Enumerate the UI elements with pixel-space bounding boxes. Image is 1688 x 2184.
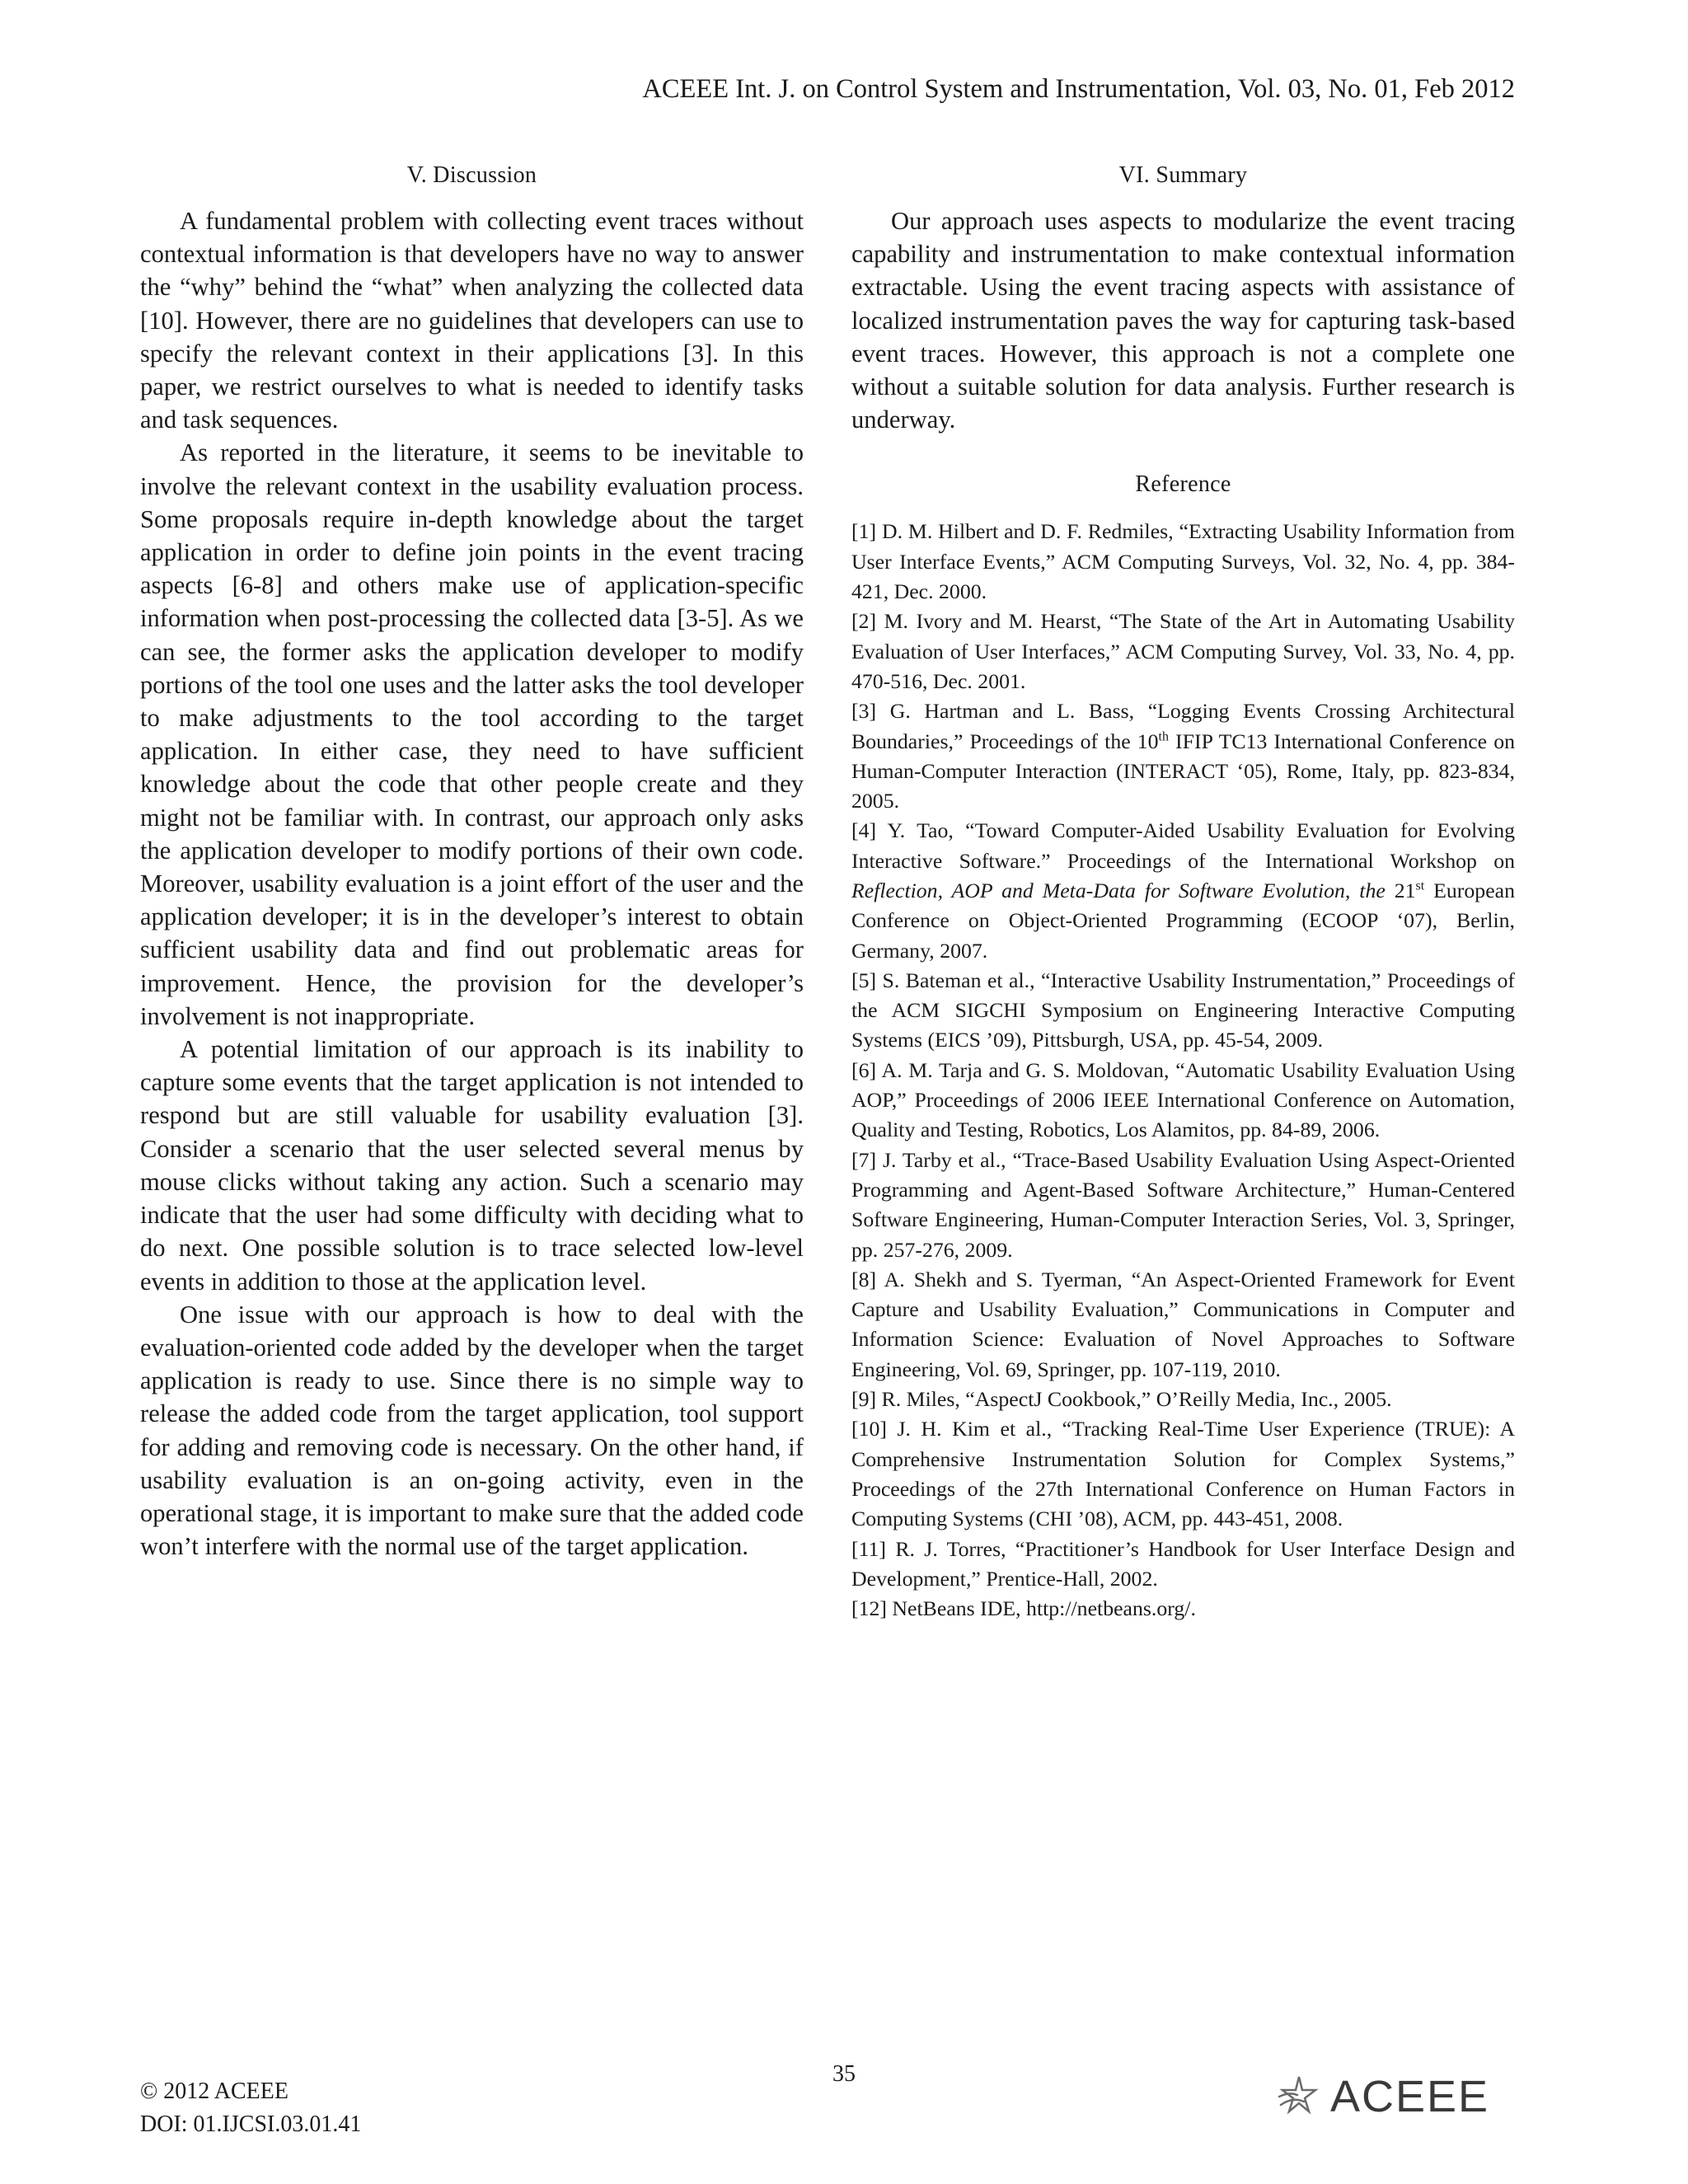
references-heading: Reference [1135,471,1231,498]
reference-4-text-cont: European Conference on Object-Oriented Programming (ECOOP ‘07), Berlin, Germany, 2007. [851,878,1515,963]
reference-4-italic: Reflection, AOP and Meta-Data for Software Evolution, the [851,878,1386,902]
reference-3-text: [3] G. Hartman and L. Bass, “Logging Events Crossing Architectural Boundaries,” Proceedings of the 10 [851,699,1515,753]
discussion-heading: V. Discussion [406,162,537,188]
reference-3-text-cont: IFIP TC13 International Conference on Human-Computer Interaction (INTERACT ‘05), Rome, Italy, pp. 823-834, 2005. [851,729,1515,813]
reference-4-text-mid: 21 [1385,878,1416,902]
reference-item-12: [12] NetBeans IDE, http://netbeans.org/. [851,1596,1196,1621]
copyright-notice: © 2012 ACEEE [140,2079,288,2104]
reference-4-superscript: st [1415,879,1425,893]
doi-label: DOI: 01.IJCSI.03.01.41 [140,2111,362,2137]
reference-4-text: [4] Y. Tao, “Toward Computer-Aided Usability Evaluation for Evolving Interactive Software.” Proceedings of the International Workshop on [851,818,1515,873]
discussion-paragraph-1: A fundamental problem with collecting event traces without contextual information is that developers have no way to answer the “why” behind the “what” when analyzing the collected data [10]. However, there are no guidelines that developers can use to specify the relevant context in their applications [3]. In this paper, we restrict ourselves to what is needed to identify tasks and task sequences. [140,207,804,434]
reference-item-2: [2] M. Ivory and M. Hearst, “The State of the Art in Automating Usability Evaluation of User Interfaces,” ACM Computing Survey, Vol. 33, No. 4, pp. 470-516, Dec. 2001. [851,609,1515,693]
logo-wordmark: ACEEE [1330,2072,1490,2121]
page-number: 35 [832,2061,856,2087]
reference-item-10: [10] J. H. Kim et al., “Tracking Real-Time User Experience (TRUE): A Comprehensive Instrumentation Solution for Complex Systems,” Proceedings of the 27th International Conference on Human Factors in Computing Systems (CHI ’08), ACM, pp. 443-451, 2008. [851,1417,1515,1531]
running-header: ACEEE Int. J. on Control System and Instrumentation, Vol. 03, No. 01, Feb 2012 [642,74,1515,104]
publisher-logo [1276,2070,1515,2123]
left-column [140,162,804,1563]
summary-paragraph: Our approach uses aspects to modularize the event tracing capability and instrumentation to make contextual information extractable. Using the event tracing aspects with assistance of localized instrumentation paves the way for capturing task-based event traces. However, this approach is not a complete one without a suitable solution for data analysis. Further research is underway. [851,207,1515,434]
footer-info [140,2075,361,2141]
reference-list [851,517,1515,1624]
discussion-paragraph-4: One issue with our approach is how to deal with the evaluation-oriented code added by the developer when the target application is ready to use. Since there is no simple way to release the added code from the target application, tool support for adding and removing code is necessary. On the other hand, if usability evaluation is an on-going activity, even in the operational stage, it is important to make sure that the added code won’t interfere with the normal use of the target application. [140,1300,804,1561]
reference-item-5: [5] S. Bateman et al., “Interactive Usability Instrumentation,” Proceedings of the ACM SIGCHI Symposium on Engineering Interactive Computing Systems (EICS ’09), Pittsburgh, USA, pp. 45-54, 2009. [851,968,1515,1052]
summary-heading: VI. Summary [1118,162,1248,188]
reference-item-7: [7] J. Tarby et al., “Trace-Based Usability Evaluation Using Aspect-Oriented Programming and Agent-Based Software Architecture,” Human-Centered Software Engineering, Human-Computer Interaction Series, Vol. 3, Springer, pp. 257-276, 2009. [851,1147,1515,1262]
reference-item-4 [851,816,1515,965]
reference-item-3 [851,696,1515,816]
reference-3-superscript: th [1158,729,1169,743]
reference-item-11: [11] R. J. Torres, “Practitioner’s Handbook for User Interface Design and Development,” Prentice-Hall, 2002. [851,1536,1515,1591]
reference-item-8: [8] A. Shekh and S. Tyerman, “An Aspect-Oriented Framework for Event Capture and Usability Evaluation,” Communications in Computer and Information Science: Evaluation of Novel Approaches to Software Engineering, Vol. 69, Springer, pp. 107-119, 2010. [851,1267,1515,1381]
right-column [851,162,1515,1624]
star-swirl-icon [1276,2072,1322,2122]
reference-item-1: [1] D. M. Hilbert and D. F. Redmiles, “Extracting Usability Information from User Interface Events,” ACM Computing Surveys, Vol. 32, No. 4, pp. 384-421, Dec. 2000. [851,519,1515,604]
reference-item-6: [6] A. M. Tarja and G. S. Moldovan, “Automatic Usability Evaluation Using AOP,” Proceedings of 2006 IEEE International Conference on Automation, Quality and Testing, Robotics, Los Alamitos, pp. 84-89, 2006. [851,1057,1515,1142]
discussion-paragraph-2: As reported in the literature, it seems to be inevitable to involve the relevant context in the usability evaluation process. Some proposals require in-depth knowledge about the target application in order to define join points in the event tracing aspects [6-8] and others make use of application-specific information when post-processing the collected data [3-5]. As we can see, the former asks the application developer to modify portions of the tool one uses and the latter asks the tool developer to make adjustments to the tool according to the target application. In either case, they need to have sufficient knowledge about the code that other people create and they might not be familiar with. In contrast, our approach only asks the application developer to modify portions of their own code. Moreover, usability evaluation is a joint effort of the user and the application developer; it is in the developer’s interest to obtain sufficient usability data and find out problematic areas for improvement. Hence, the provision for the developer’s involvement is not inappropriate. [140,438,804,1030]
discussion-paragraph-3: A potential limitation of our approach is its inability to capture some events that the target application is not intended to respond but are still valuable for usability evaluation [3]. Consider a scenario that the user selected several menus by mouse clicks without taking any action. Such a scenario may indicate that the user had some difficulty with deciding what to do next. One possible solution is to trace selected low-level events in addition to those at the application level. [140,1035,804,1296]
reference-item-9: [9] R. Miles, “AspectJ Cookbook,” O’Reilly Media, Inc., 2005. [851,1387,1392,1412]
